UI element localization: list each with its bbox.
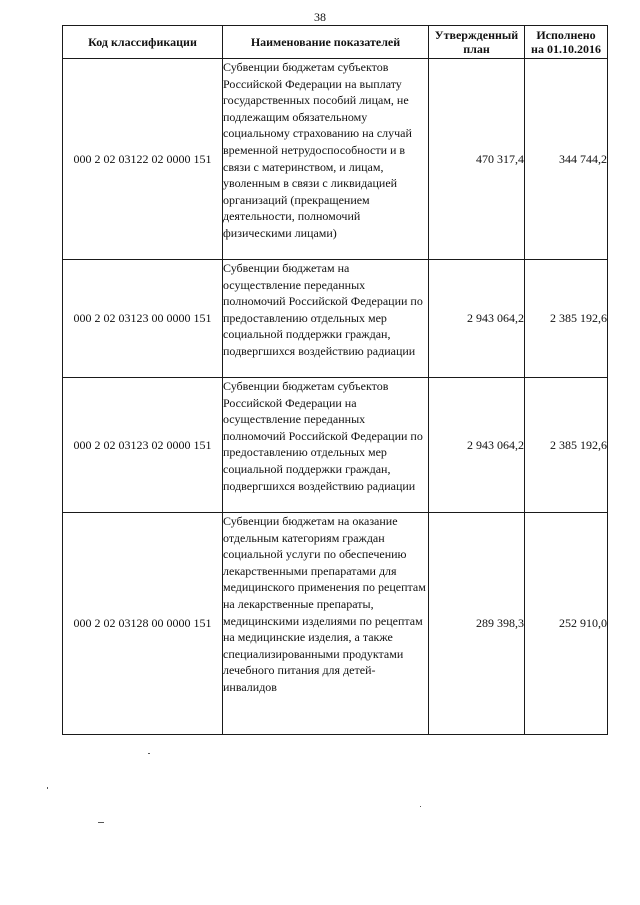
header-executed-line1: Исполнено (536, 28, 596, 42)
header-executed (525, 26, 608, 59)
scan-speck (420, 806, 421, 807)
header-name: Наименование показателей (223, 26, 429, 59)
header-plan (429, 26, 525, 59)
header-plan-line1: Утвержденный (434, 28, 519, 42)
row-executed: 2 385 192,6 (525, 260, 608, 378)
header-code: Код классификации (63, 26, 223, 59)
row-plan: 2 943 064,2 (429, 260, 525, 378)
row-name: Субвенции бюджетам субъектов Российской Федерации на осуществление переданных полномочий Российской Федерации по предоставлению отдельных мер социальной поддержки граждан, подвергшихся воздействию радиации (223, 378, 429, 513)
row-name: Субвенции бюджетам на оказание отдельным категориям граждан социальной услуги по обеспечению лекарственными препаратами для медицинского применения по рецептам на лекарственные препараты, медицинскими изделиями по рецептам на медицинские изделия, а также специализированными продуктами лечебного питания для детей-инвалидов (223, 513, 429, 735)
row-code: 000 2 02 03123 02 0000 151 (63, 378, 223, 513)
row-executed: 2 385 192,6 (525, 378, 608, 513)
budget-table (62, 25, 608, 735)
scan-speck (148, 753, 150, 754)
row-code: 000 2 02 03122 02 0000 151 (63, 59, 223, 260)
page-number: 38 (314, 10, 326, 24)
table-row (63, 378, 608, 513)
row-code: 000 2 02 03123 00 0000 151 (63, 260, 223, 378)
table-row (63, 260, 608, 378)
table-row (63, 513, 608, 735)
row-executed: 252 910,0 (525, 513, 608, 735)
header-executed-line2: на 01.10.2016 (531, 42, 601, 56)
header-plan-line2: план (463, 42, 490, 56)
table-row (63, 59, 608, 260)
table-header-row (63, 26, 608, 59)
row-name: Субвенции бюджетам субъектов Российской Федерации на выплату государственных пособий лицам, не подлежащим обязательному социальному страхованию на случай временной нетрудоспособности и в связи с материнством, и лицам, уволенным в связи с ликвидацией организаций (прекращением деятельности, полномочий физическими лицами) (223, 59, 429, 260)
row-name: Субвенции бюджетам на осуществление переданных полномочий Российской Федерации по предоставлению отдельных мер социальной поддержки граждан, подвергшихся воздействию радиации (223, 260, 429, 378)
row-plan: 470 317,4 (429, 59, 525, 260)
row-code: 000 2 02 03128 00 0000 151 (63, 513, 223, 735)
row-plan: 2 943 064,2 (429, 378, 525, 513)
row-executed: 344 744,2 (525, 59, 608, 260)
scan-speck (47, 787, 48, 789)
scan-speck (98, 822, 104, 823)
row-plan: 289 398,3 (429, 513, 525, 735)
